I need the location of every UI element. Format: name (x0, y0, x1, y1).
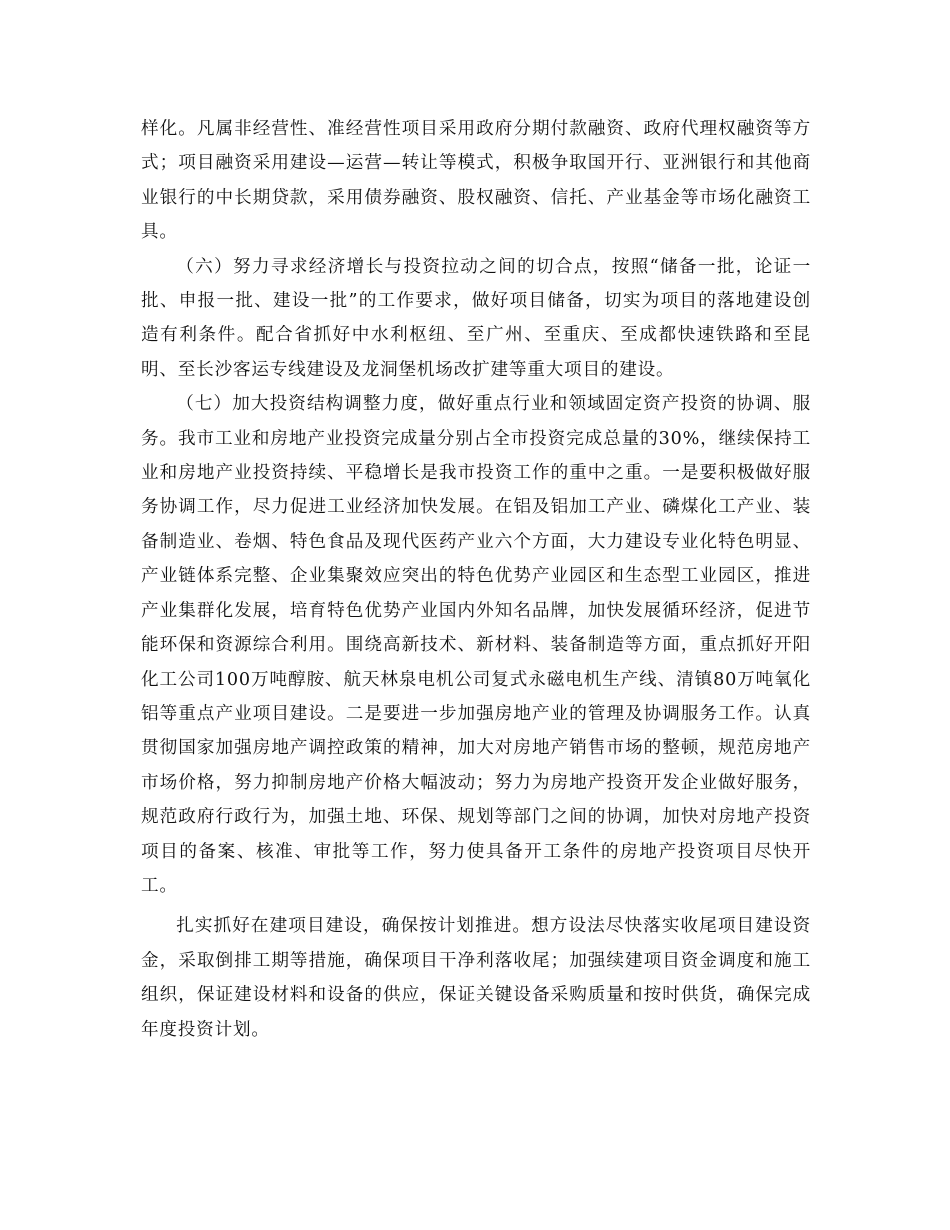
paragraph-item-seven: （七）加大投资结构调整力度，做好重点行业和领域固定资产投资的协调、服务。我市工业和房地产业投资完成量分别占全市投资完成总量的30%，继续保持工业和房地产业投资持续、平稳增长是我市投资工作的重中之重。一是要积极做好服务协调工作，尽力促进工业经济加快发展。在铝及铝加工产业、磷煤化工产业、装备制造业、卷烟、特色食品及现代医药产业六个方面，大力建设专业化特色明显、产业链体系完整、企业集聚效应突出的特色优势产业园区和生态型工业园区，推进产业集群化发展，培育特色优势产业国内外知名品牌，加快发展循环经济，促进节能环保和资源综合利用。围绕高新技术、新材料、装备制造等方面，重点抓好开阳化工公司100万吨醇胺、航天林泉电机公司复式永磁电机生产线、清镇80万吨氧化铝等重点产业项目建设。二是要进一步加强房地产业的管理及协调服务工作。认真贯彻国家加强房地产调控政策的精神，加大对房地产销售市场的整顿，规范房地产市场价格，努力抑制房地产价格大幅波动；努力为房地产投资开发企业做好服务，规范政府行政行为，加强土地、环保、规划等部门之间的协调，加快对房地产投资项目的备案、核准、审批等工作，努力使具备开工条件的房地产投资项目尽快开工。 (141, 394, 811, 896)
paragraph-financing-continued: 样化。凡属非经营性、准经营性项目采用政府分期付款融资、政府代理权融资等方式；项目融资采用建设—运营—转让等模式，积极争取国开行、亚洲银行和其他商业银行的中长期贷款，采用债券融资、股权融资、信托、产业基金等市场化融资工具。 (141, 119, 811, 243)
document-page (141, 112, 811, 1047)
paragraph-item-six: （六）努力寻求经济增长与投资拉动之间的切合点，按照“储备一批，论证一批、申报一批、建设一批”的工作要求，做好项目储备，切实为项目的落地建设创造有利条件。配合省抓好中水利枢纽、至广州、至重庆、至成都快速铁路和至昆明、至长沙客运专线建设及龙洞堡机场改扩建等重大项目的建设。 (141, 256, 811, 380)
paragraph-construction-projects: 扎实抓好在建项目建设，确保按计划推进。想方设法尽快落实收尾项目建设资金，采取倒排工期等措施，确保项目干净利落收尾；加强续建项目资金调度和施工组织，保证建设材料和设备的供应，保证关键设备采购质量和按时供货，确保完成年度投资计划。 (141, 916, 811, 1040)
